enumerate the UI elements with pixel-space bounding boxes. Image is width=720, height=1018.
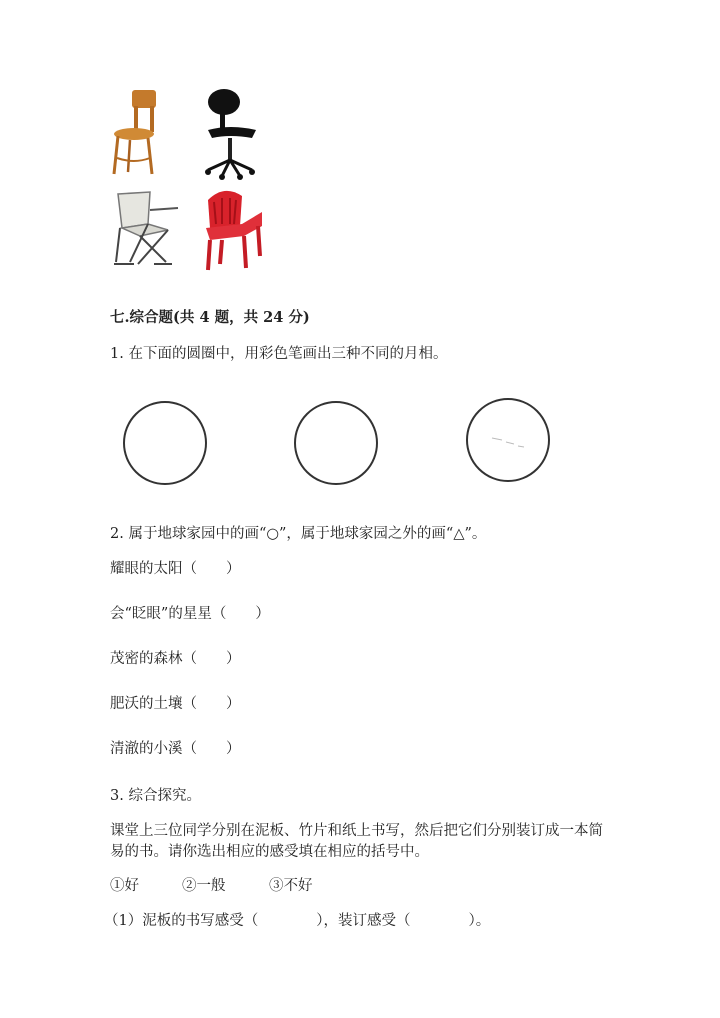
answer-item-stream[interactable]: 清澈的小溪（ ） <box>110 741 241 757</box>
moon-circle-1[interactable] <box>120 398 210 488</box>
option-average: ②一般 <box>182 878 226 894</box>
folding-chair-image <box>110 188 182 266</box>
moon-circle-2[interactable] <box>291 398 381 488</box>
answer-item-soil[interactable]: 肥沃的土壤（ ） <box>110 696 241 712</box>
question-2-text: 2. 属于地球家园中的画“○”，属于地球家园之外的画“△”。 <box>110 526 487 542</box>
question-3-paragraph-line2: 易的书。请你选出相应的感受填在相应的括号中。 <box>110 844 429 860</box>
sub-question-1[interactable]: （1）泥板的书写感受（ ），装订感受（ ）。 <box>104 913 491 929</box>
office-chair-image <box>202 88 262 180</box>
answer-item-star[interactable]: 会“眨眼”的星星（ ） <box>110 606 270 622</box>
plastic-chair-image <box>200 186 266 272</box>
answer-item-forest[interactable]: 茂密的森林（ ） <box>110 651 241 667</box>
section-heading: 七.综合题(共 4 题，共 24 分) <box>110 309 310 326</box>
question-1-text: 1. 在下面的圆圈中，用彩色笔画出三种不同的月相。 <box>110 346 448 362</box>
wooden-chair-image <box>108 88 164 178</box>
option-bad: ③不好 <box>269 878 313 894</box>
option-good: ①好 <box>110 878 139 894</box>
moon-circle-3[interactable] <box>462 394 554 486</box>
question-3-title: 3. 综合探究。 <box>110 788 201 804</box>
answer-item-sun[interactable]: 耀眼的太阳（ ） <box>110 561 241 577</box>
question-3-paragraph-line1: 课堂上三位同学分别在泥板、竹片和纸上书写，然后把它们分别装订成一本简 <box>110 823 603 839</box>
